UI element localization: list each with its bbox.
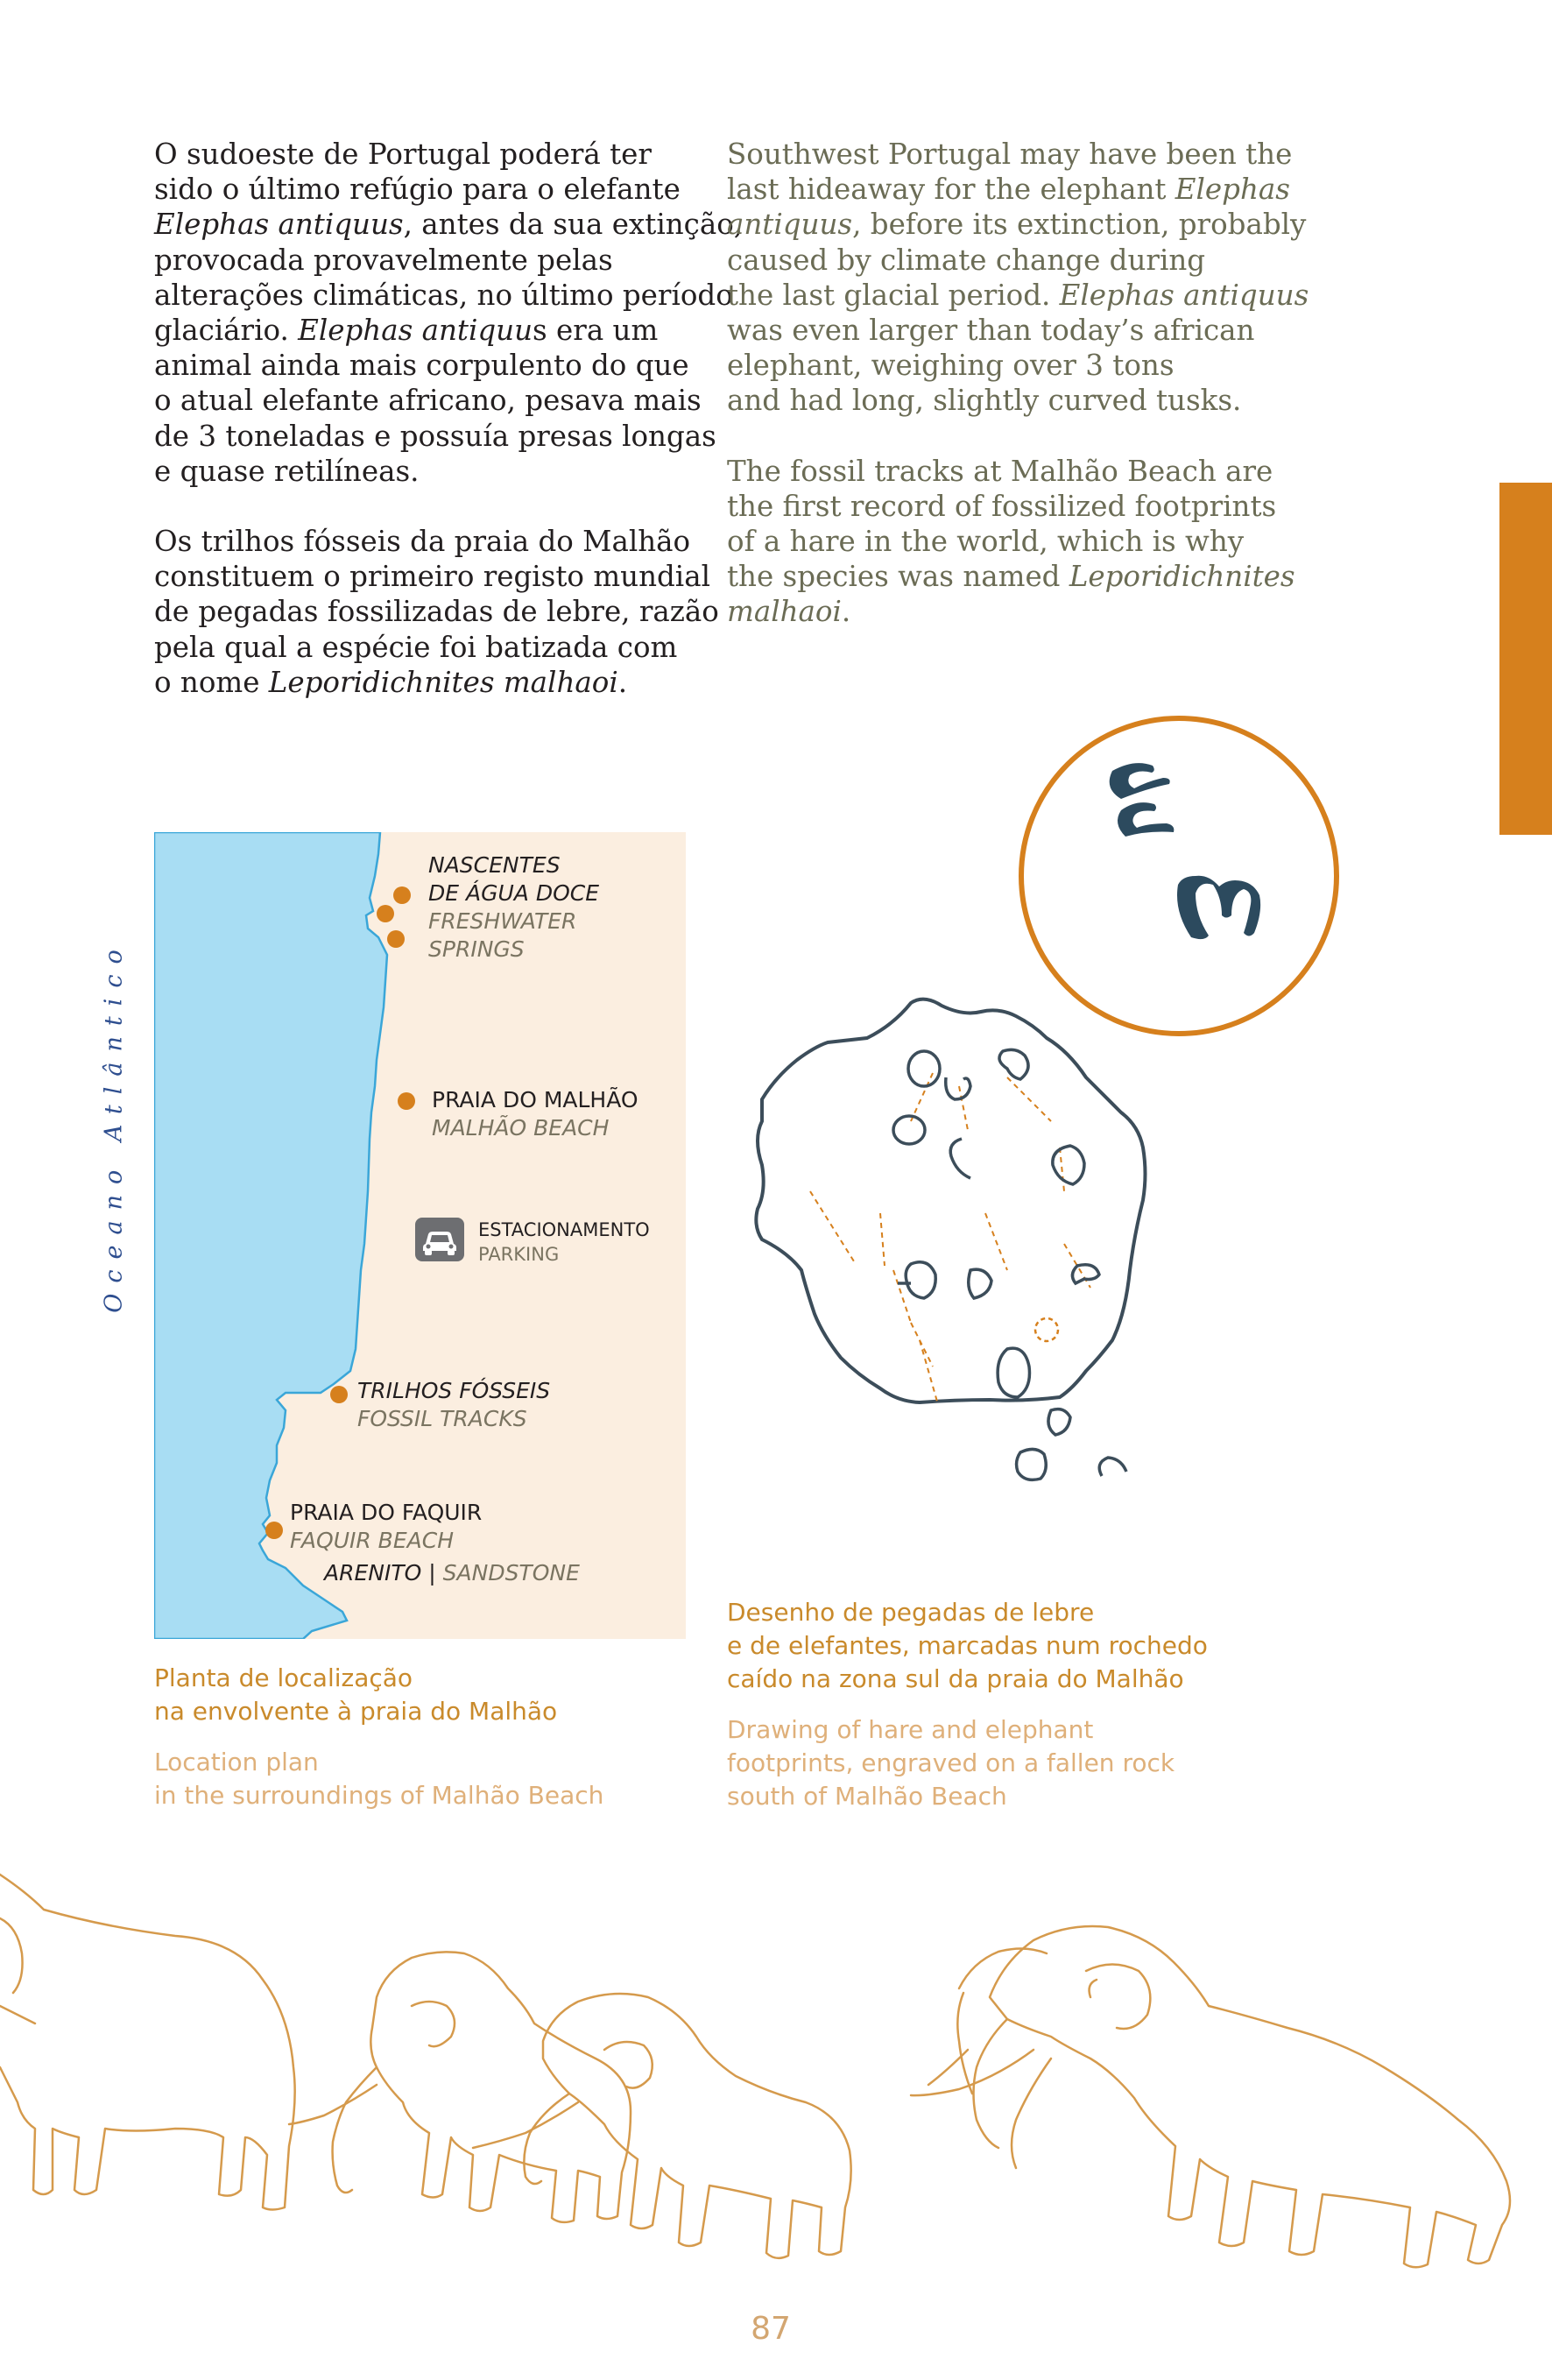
- pt-text-line: [154, 419, 715, 454]
- drawing-caption: Desenho de pegadas de lebre e de elefantes, marcadas num rochedo caído na zona sul da praia do Malhão Drawing of hare and elephant footprints, engraved on a fallen rock south of Malhão Beach: [727, 1598, 1208, 1811]
- elephant-center: [543, 1994, 851, 2258]
- en-text-line: [727, 594, 1287, 629]
- elephant-rear: [959, 1948, 1047, 1988]
- text-segment: , before its extinction, probably: [852, 208, 1307, 242]
- en-paragraph: [727, 137, 1309, 419]
- elephant-illustration: [0, 1840, 1552, 2278]
- rock-outline: [756, 999, 1145, 1402]
- text-segment: o atual elefante africano, pesava mais: [154, 384, 702, 418]
- text-segment: the last glacial period.: [727, 278, 1060, 312]
- text-segment: last hideaway for the elephant: [727, 173, 1175, 207]
- text-segment: e quase retilíneas.: [154, 454, 420, 488]
- pt-text-line: [154, 243, 715, 278]
- label-malhao-beach: PRAIA DO MALHÃO MALHÃO BEACH: [432, 1087, 638, 1141]
- text-segment: de pegadas fossilizadas de lebre, razão: [154, 595, 719, 629]
- pt-text-line: [154, 594, 719, 629]
- marker-malhao: [398, 1092, 415, 1110]
- en-text-line: [727, 489, 1287, 524]
- species-name: Elephas antiquus: [154, 208, 404, 242]
- text-segment: the species was named: [727, 560, 1069, 594]
- pt-text-line: [154, 313, 715, 348]
- en-text-line: [727, 383, 1287, 418]
- pt-text-line: [154, 454, 715, 489]
- pt-text-line: [154, 278, 733, 313]
- chapter-side-tab: [1499, 483, 1552, 835]
- label-springs: NASCENTES DE ÁGUA DOCE FRESHWATER SPRINGS: [428, 852, 599, 962]
- text-segment: was even larger than today’s african: [727, 314, 1255, 348]
- en-text-line: [727, 278, 1309, 313]
- pt-text-line: [154, 665, 715, 700]
- text-segment: sido o último refúgio para o elefante: [154, 173, 681, 207]
- en-text-line: [727, 243, 1287, 278]
- car-icon: [415, 1218, 464, 1261]
- text-segment: and had long, slightly curved tusks.: [727, 384, 1242, 418]
- text-segment: The fossil tracks at Malhão Beach are: [727, 454, 1273, 488]
- species-name: antiquus: [727, 208, 853, 242]
- text-segment: pela qual a espécie foi batizada com: [154, 630, 678, 664]
- map-caption: Planta de localização na envolvente à praia do Malhão Location plan in the surroundings of Malhão Beach: [154, 1663, 604, 1810]
- marker-springs-2: [377, 905, 394, 922]
- label-fossil-tracks: TRILHOS FÓSSEIS FOSSIL TRACKS: [357, 1378, 551, 1431]
- text-segment: caused by climate change during: [727, 243, 1206, 277]
- text-segment: the first record of fossilized footprints: [727, 489, 1277, 523]
- footprints: [893, 1049, 1126, 1480]
- text-segment: de 3 toneladas e possuía presas longas: [154, 419, 716, 453]
- en-text-line: [727, 313, 1287, 348]
- species-name: Elephas antiquus: [1059, 278, 1309, 312]
- species-name: malhaoi: [727, 595, 842, 629]
- detail-circle: [1021, 718, 1337, 1034]
- label-sandstone: [324, 1559, 580, 1587]
- text-segment: , antes da sua extinção,: [403, 208, 744, 242]
- pt-paragraph: [154, 524, 719, 700]
- text-segment: constituem o primeiro registo mundial: [154, 560, 710, 594]
- en-text-line: [727, 207, 1307, 242]
- pt-text-line: [154, 207, 744, 242]
- text-segment: o nome: [154, 665, 269, 699]
- marker-springs-3: [387, 930, 405, 948]
- page-number: 87: [751, 2311, 791, 2347]
- en-text-line: [727, 524, 1287, 559]
- en-text-line: [727, 348, 1287, 383]
- sandstone-separator: |: [428, 1560, 436, 1585]
- en-text-line: [727, 454, 1287, 489]
- pt-text-line: [154, 172, 715, 207]
- en-paragraph: [727, 454, 1295, 630]
- elephant-right: [990, 1926, 1510, 2267]
- elephant-center-left: [370, 1952, 631, 2222]
- text-segment: Os trilhos fósseis da praia do Malhão: [154, 525, 691, 559]
- marker-tracks: [330, 1386, 348, 1403]
- sandstone-en: SANDSTONE: [442, 1560, 580, 1585]
- label-faquir-beach: PRAIA DO FAQUIR FAQUIR BEACH: [290, 1500, 483, 1553]
- pt-text-line: [154, 137, 715, 172]
- text-segment: .: [841, 595, 851, 629]
- species-name: Leporidichnites malhaoi: [268, 665, 618, 699]
- track-lines: [810, 1073, 1090, 1402]
- pt-text-line: [154, 383, 715, 418]
- elephant-left: [0, 1875, 295, 2210]
- label-parking: ESTACIONAMENTO PARKING: [478, 1219, 650, 1265]
- species-name: Elephas antiquu: [298, 314, 533, 348]
- marker-faquir: [265, 1522, 283, 1539]
- text-segment: of a hare in the world, which is why: [727, 525, 1245, 559]
- species-name: Elephas: [1175, 173, 1290, 207]
- pt-text-line: [154, 348, 715, 383]
- footprint-drawing: [736, 701, 1366, 1533]
- hare-footprint-icon: [1110, 763, 1260, 939]
- en-text-line: [727, 559, 1295, 594]
- text-segment: O sudoeste de Portugal poderá ter: [154, 138, 652, 171]
- text-segment: Southwest Portugal may have been the: [727, 138, 1293, 171]
- pt-text-line: [154, 559, 715, 594]
- text-segment: provocada provavelmente pelas: [154, 243, 613, 277]
- en-text-line: [727, 172, 1290, 207]
- marker-springs-1: [393, 886, 411, 904]
- sandstone-pt: ARENITO: [324, 1560, 422, 1585]
- species-name: Leporidichnites: [1069, 560, 1295, 594]
- pt-text-line: [154, 630, 715, 665]
- text-segment: elephant, weighing over 3 tons: [727, 349, 1175, 383]
- text-segment: glaciário.: [154, 314, 299, 348]
- text-segment: s era um: [533, 314, 659, 348]
- text-segment: alterações climáticas, no último período: [154, 278, 733, 312]
- portuguese-text-column: [154, 137, 744, 735]
- pt-paragraph: [154, 137, 744, 489]
- pt-text-line: [154, 524, 715, 559]
- text-segment: .: [617, 665, 628, 699]
- english-text-column: [727, 137, 1309, 665]
- ocean-label: Oceano Atlântico: [100, 939, 128, 1313]
- en-text-line: [727, 137, 1293, 172]
- text-segment: animal ainda mais corpulento do que: [154, 349, 689, 383]
